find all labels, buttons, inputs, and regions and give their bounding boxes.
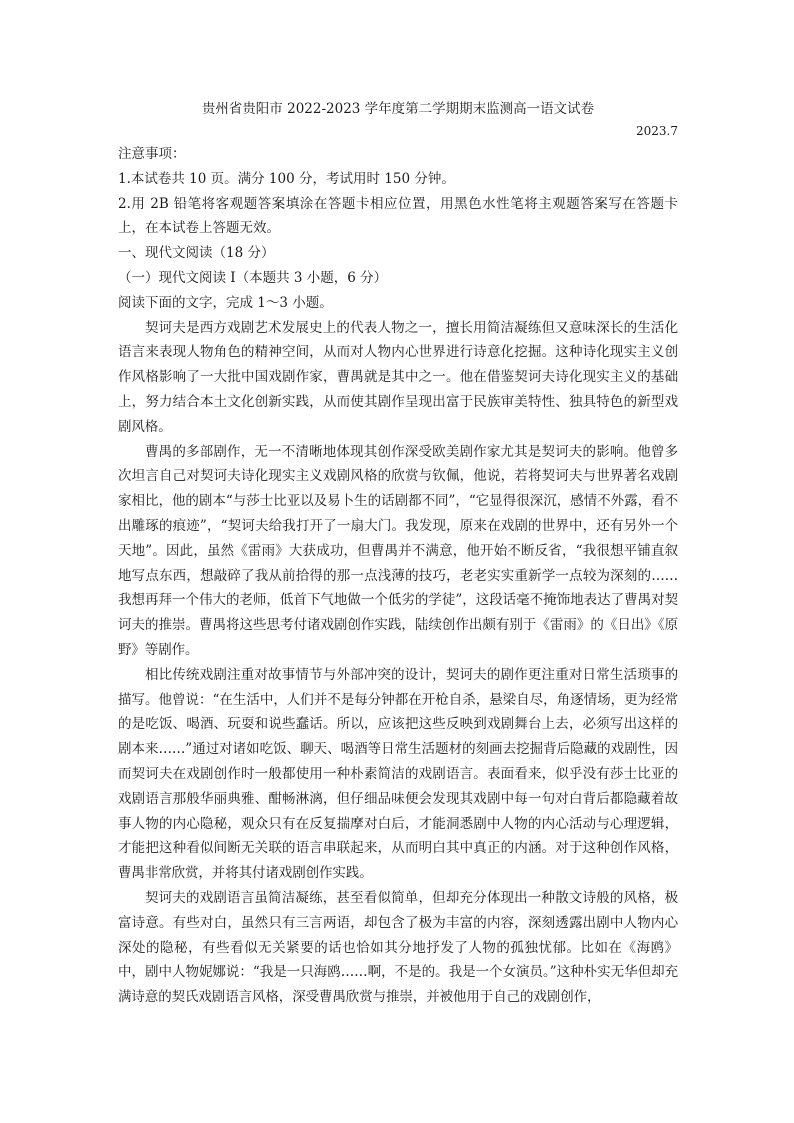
section-title: 一、现代文阅读（18 分） bbox=[118, 245, 275, 262]
exam-date: 2023.7 bbox=[636, 124, 678, 138]
article-paragraph-4: 契诃夫的戏剧语言虽简洁凝练，甚至看似简单，但却充分体现出一种散文诗般的风格，极富诗意。有些对白，虽然只有三言两语，却包含了极为丰富的内容，深刻透露出剧中人物内心深处的隐秘，有些看似无关紧要的话也恰如其分地抒发了人物的孤独忧郁。比如在《海鸥》中，剧中人物妮娜说：“我是一只海鸥……啊，不是的。我是一个女演员。”这种朴实无华但却充满诗意的契氏戏剧语言风格，深受曹禺欣赏与推崇，并被他用于自己的戏剧创作， bbox=[118, 889, 678, 1006]
article-paragraph-2: 曹禺的多部剧作，无一不清晰地体现其创作深受欧美剧作家尤其是契诃夫的影响。他曾多次坦言自己对契诃夫诗化现实主义戏剧风格的欣赏与钦佩，他说，若将契诃夫与世界著名戏剧家相比，他的剧本“与莎士比亚以及易卜生的话剧都不同”，“它显得很深沉，感情不外露，看不出雕琢的痕迹”，“契诃夫给我打开了一扇大门。我发现，原来在戏剧的世界中，还有另外一个天地”。因此，虽然《雷雨》大获成功，但曹禺并不满意，他开始不断反省，“我很想平铺直叙地写点东西，想敲碎了我从前拾得的那一点浅薄的技巧，老老实实重新学一点较为深刻的……我想再拜一个伟大的老师，低首下气地做一个低劣的学徒”，这段话毫不掩饰地表达了曹禺对契诃夫的推崇。曹禺将这些思考付诸戏剧创作实践，陆续创作出颇有别于《雷雨》的《日出》《原野》等剧作。 bbox=[118, 443, 678, 658]
exam-title: 贵州省贵阳市 2022-2023 学年度第二学期期末监测高一语文试卷 bbox=[201, 101, 595, 117]
notice-item-1: 1.本试卷共 10 页。满分 100 分，考试用时 150 分钟。 bbox=[118, 170, 455, 187]
section-subtitle: （一）现代文阅读 I（本题共 3 小题，6 分） bbox=[118, 269, 388, 286]
article-paragraph-3: 相比传统戏剧注重对故事情节与外部冲突的设计，契诃夫的剧作更注重对日常生活琐事的描写。他曾说：“在生活中，人们并不是每分钟都在开枪自杀，悬梁自尽，角逐情场，更为经常的是吃饭、喝酒、玩耍和说些蠢话。所以，应该把这些反映到戏剧舞台上去，必须写出这样的剧本来……”通过对诸如吃饭、聊天、喝酒等日常生活题材的刻画去挖掘背后隐藏的戏剧性，因而契诃夫在戏剧创作时一般都使用一种朴素简洁的戏剧语言。表面看来，似乎没有莎士比亚的戏剧语言那般华丽典雅、酣畅淋漓，但仔细品味便会发现其戏剧中每一句对白背后都隐藏着故事人物的内心隐秘，观众只有在反复揣摩对白后，才能洞悉剧中人物的内心活动与心理逻辑，才能把这种看似间断无关联的语言串联起来，从而明白其中真正的内涵。对于这种创作风格，曹禺非常欣赏，并将其付诸戏剧创作实践。 bbox=[118, 666, 678, 882]
page-content bbox=[118, 98, 678, 1010]
notice-heading: 注意事项： bbox=[118, 146, 186, 162]
article-paragraph-1: 契诃夫是西方戏剧艺术发展史上的代表人物之一，擅长用简洁凝练但又意味深长的生活化语言来表现人物角色的精神空间，从而对人物内心世界进行诗意化挖掘。这种诗化现实主义创作风格影响了一大批中国戏剧作家，曹禺就是其中之一。他在借鉴契诃夫诗化现实主义的基础上，努力结合本土文化创新实践，从而使其剧作呈现出富于民族审美特性、独具特色的新型戏剧风格。 bbox=[118, 319, 678, 435]
notice-item-2: 2.用 2B 铅笔将客观题答案填涂在答题卡相应位置，用黑色水性笔将主观题答案写在答题卡上，在本试卷上答题无效。 bbox=[118, 195, 678, 237]
reading-instruction: 阅读下面的文字，完成 1～3 小题。 bbox=[118, 294, 333, 311]
